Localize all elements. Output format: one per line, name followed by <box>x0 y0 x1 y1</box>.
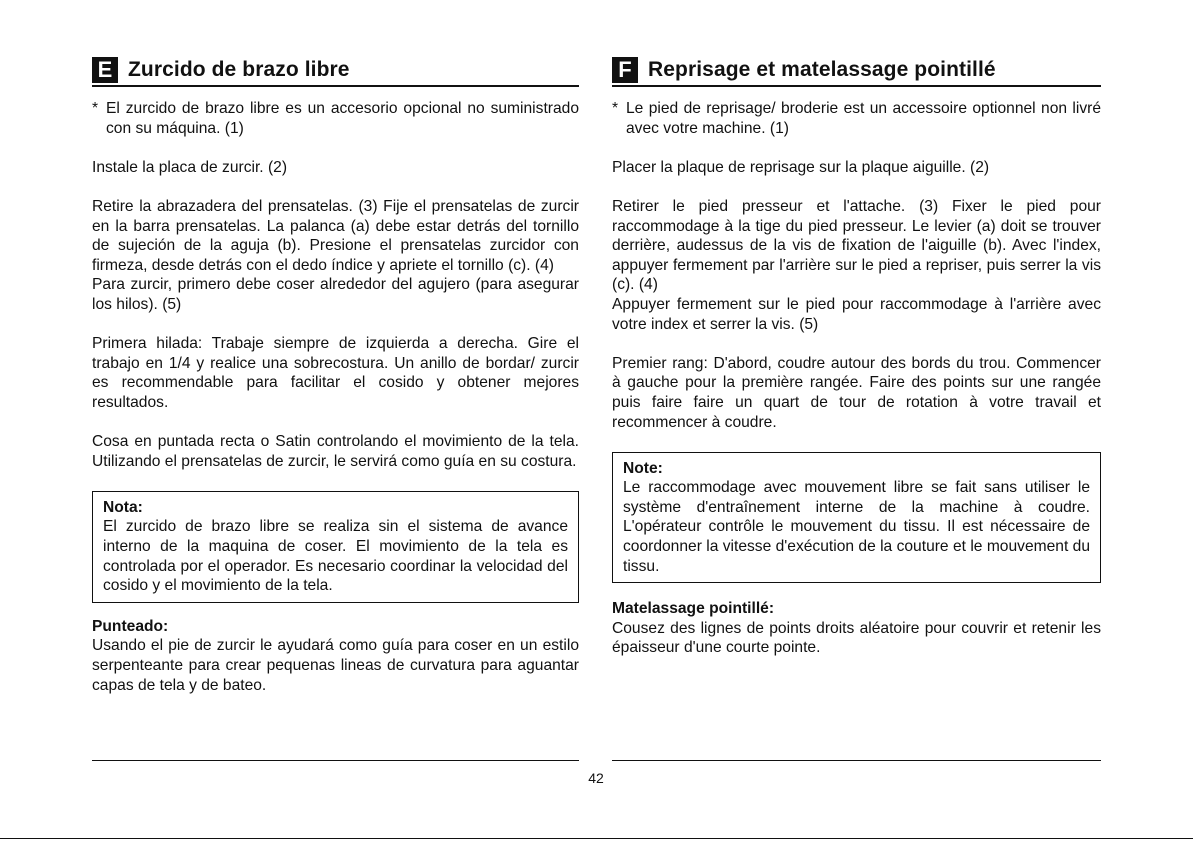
page-number: 42 <box>588 770 604 786</box>
intro-note <box>612 99 1101 138</box>
footer-rule-left <box>92 760 579 761</box>
paragraph-first-row: Primera hilada: Trabaje siempre de izquierda a derecha. Gire el trabajo en 1/4 y realice una sobrecostura. Un anillo de bordar/ zurcir es recommendable para facilitar el cosido y obtener mejores resultados. <box>92 335 579 411</box>
note-box <box>92 491 579 603</box>
asterisk: * <box>612 100 619 117</box>
asterisk: * <box>92 100 99 117</box>
note-text: El zurcido de brazo libre se realiza sin el sistema de avance interno de la maquina de coser. El movimiento de la tela es controlada por el operador. Es necesario coordinar la velocidad del cosido y el movimiento de la tela. <box>103 518 568 595</box>
subsection-title: Matelassage pointillé: <box>612 600 775 618</box>
section-e-body <box>92 99 579 695</box>
paragraph-step-3-4: Retire la abrazadera del prensatelas. (3) Fije el prensatelas de zurcir en la barra prensatelas. La palanca (a) debe estar detrás del tornillo de sujeción de la aguja (b). Presione el prensatelas zurcidor con firmeza, desde detrás con el dedo índice y apriete el tornillo (c). (4) <box>92 197 579 274</box>
paragraph-step-5: Para zurcir, primero debe coser alrededor del agujero (para asegurar los hilos). (5) <box>92 276 579 313</box>
intro-text: Le pied de reprisage/ broderie est un accessoire optionnel non livré avec votre machine. (1) <box>626 100 1101 137</box>
section-letter-badge: E <box>92 57 118 83</box>
section-e-header <box>92 55 579 87</box>
footer-rule-right <box>612 760 1101 761</box>
subsection-title: Punteado: <box>92 617 169 635</box>
section-f <box>612 55 1101 658</box>
subsection-text: Usando el pie de zurcir le ayudará como guía para coser en un estilo serpenteante para crear pequenas lineas de curvatura para aguantar capas de tela y de bateo. <box>92 637 579 694</box>
note-label: Note: <box>623 459 663 477</box>
section-title: Zurcido de brazo libre <box>128 57 350 81</box>
paragraph-step-2: Placer la plaque de reprisage sur la plaque aiguille. (2) <box>612 158 990 176</box>
subsection-text: Cousez des lignes de points droits aléatoire pour couvrir et retenir les épaisseur d'une courte pointe. <box>612 619 1101 657</box>
paragraph-step-5: Appuyer fermement sur le pied pour raccommodage à l'arrière avec votre index et serrer la vis. (5) <box>612 295 1101 333</box>
section-letter-badge: F <box>612 57 638 83</box>
section-f-body <box>612 99 1101 658</box>
paragraph-stitch: Cosa en puntada recta o Satin controlando el movimiento de la tela. Utilizando el prensatelas de zurcir, le servirá como guía en su costura. <box>92 433 579 470</box>
note-label: Nota: <box>103 498 143 516</box>
paragraph-step-3-4: Retirer le pied presseur et l'attache. (3) Fixer le pied pour raccommodage à la tige du pied presseur. Le levier (a) doit se trouver derrière, audessus de la vis de fixation de l'aiguille (b). Avec l'index, appuyer fermement par l'arrière sur le pied a repriser, puis serrer la vis (c). (4) <box>612 197 1101 294</box>
intro-note <box>92 99 579 138</box>
section-title: Reprisage et matelassage pointillé <box>648 57 996 81</box>
section-f-header <box>612 55 1101 87</box>
page-bottom-edge <box>0 838 1193 839</box>
section-e <box>92 55 579 695</box>
intro-text: El zurcido de brazo libre es un accesorio opcional no suministrado con su máquina. (1) <box>106 100 579 137</box>
paragraph-first-row: Premier rang: D'abord, coudre autour des bords du trou. Commencer à gauche pour la première rangée. Faire des points sur une rangée puis faire faire un quart de tour de rotation à votre travail et recommencer à coudre. <box>612 354 1101 431</box>
note-box <box>612 452 1101 584</box>
paragraph-step-2: Instale la placa de zurcir. (2) <box>92 158 288 176</box>
note-text: Le raccommodage avec mouvement libre se fait sans utiliser le système d'entraînement interne de la machine à coudre. L'opérateur contrôle le mouvement du tissu. Il est nécessaire de coordonner la vitesse d'exécution de la couture et le mouvement du tissu. <box>623 479 1090 575</box>
